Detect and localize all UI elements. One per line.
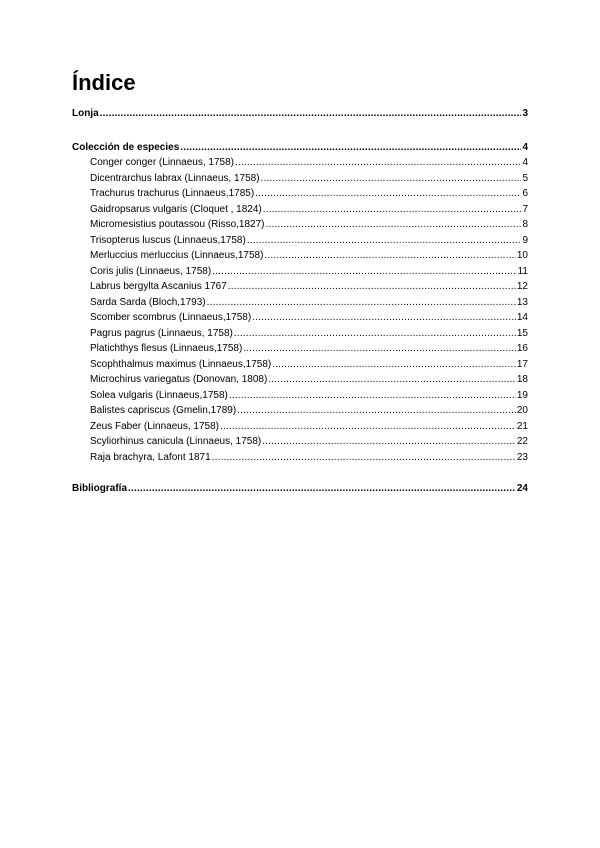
toc-page-number: 20 <box>516 405 528 416</box>
toc-page-number: 6 <box>522 188 528 199</box>
toc-entry[interactable] <box>72 341 528 357</box>
toc-page-number: 11 <box>517 265 528 277</box>
toc-page-number: 4 <box>522 141 528 153</box>
toc-page-number: 24 <box>516 483 528 494</box>
section-spacer <box>72 465 528 481</box>
toc-entry-label: Balistes capriscus (Gmelin,1789) <box>90 405 237 416</box>
toc-section-label: Bibliografía <box>72 483 128 494</box>
toc-section-lonja[interactable] <box>72 106 528 122</box>
toc-entry[interactable] <box>72 264 528 280</box>
toc-entry[interactable] <box>72 357 528 373</box>
dot-leader <box>263 202 522 218</box>
toc-entry-label: Platichthys flesus (Linnaeus,1758) <box>90 343 243 354</box>
toc-entry[interactable] <box>72 217 528 233</box>
toc-section-label: Lonja <box>72 108 99 119</box>
toc-entry-label: Micromesistius poutassou (Risso,1827) <box>90 219 265 230</box>
toc-page-number: 19 <box>516 389 528 401</box>
dot-leader <box>243 341 516 357</box>
dot-leader <box>252 310 516 326</box>
toc-entry[interactable] <box>72 295 528 311</box>
dot-leader <box>237 403 516 419</box>
toc-entry-label: Raja brachyra, Lafont 1871 <box>90 451 211 463</box>
toc-entry-list <box>72 155 528 465</box>
toc-entry-label: Scomber scombrus (Linnaeus,1758) <box>90 312 252 323</box>
dot-leader <box>247 233 522 249</box>
toc-page-number: 4 <box>522 157 528 168</box>
toc-entry-label: Solea vulgaris (Linnaeus,1758) <box>90 389 228 401</box>
dot-leader <box>234 326 516 342</box>
toc-entry[interactable] <box>72 233 528 249</box>
toc-entry[interactable] <box>72 419 528 435</box>
toc-page-number: 15 <box>516 327 528 339</box>
toc-entry-label: Scophthalmus maximus (Linnaeus,1758) <box>90 358 272 370</box>
toc-entry[interactable] <box>72 388 528 404</box>
dot-leader <box>207 295 516 311</box>
toc-entry-label: Zeus Faber (Linnaeus, 1758) <box>90 420 219 432</box>
toc-page-number: 8 <box>522 219 528 230</box>
toc-entry-label: Conger conger (Linnaeus, 1758) <box>90 157 234 168</box>
toc-entry[interactable] <box>72 171 528 187</box>
toc-page-number: 7 <box>522 203 528 215</box>
toc-section-coleccion[interactable] <box>72 140 528 156</box>
dot-leader <box>268 372 516 388</box>
toc-page-number: 14 <box>516 312 528 323</box>
toc-page-number: 13 <box>516 296 528 308</box>
toc-entry-label: Coris julis (Linnaeus, 1758) <box>90 265 212 277</box>
toc-section-label: Colección de especies <box>72 141 180 153</box>
toc-entry[interactable] <box>72 372 528 388</box>
toc-entry-label: Microchirus variegatus (Donovan, 1808) <box>90 374 268 385</box>
toc-entry-label: Scyliorhinus canicula (Linnaeus, 1758) <box>90 436 262 447</box>
toc-entry-label: Gaidropsarus vulgaris (Cloquet , 1824) <box>90 203 262 215</box>
toc-entry-label: Trisopterus luscus (Linnaeus,1758) <box>90 234 246 246</box>
toc-page-number: 9 <box>522 234 528 246</box>
dot-leader <box>220 419 516 435</box>
toc-page-number: 23 <box>516 451 528 463</box>
toc-page-number: 17 <box>516 358 528 370</box>
toc-page-number: 21 <box>516 420 528 432</box>
table-of-contents <box>72 106 528 497</box>
section-spacer <box>72 122 528 140</box>
toc-entry[interactable] <box>72 450 528 466</box>
toc-page-number: 18 <box>516 374 528 385</box>
page-title: Índice <box>72 70 136 95</box>
dot-leader <box>212 450 516 466</box>
toc-entry-label: Pagrus pagrus (Linnaeus, 1758) <box>90 327 233 339</box>
dot-leader <box>229 388 516 404</box>
toc-entry[interactable] <box>72 186 528 202</box>
dot-leader <box>235 155 521 171</box>
dot-leader <box>266 217 522 233</box>
toc-page-number: 22 <box>516 436 528 447</box>
toc-page-number: 5 <box>522 172 528 184</box>
toc-page-number: 10 <box>516 250 528 261</box>
dot-leader <box>261 171 522 187</box>
toc-entry-label: Merluccius merluccius (Linnaeus,1758) <box>90 250 264 261</box>
toc-entry[interactable] <box>72 403 528 419</box>
toc-entry-label: Sarda Sarda (Bloch,1793) <box>90 296 206 308</box>
toc-entry[interactable] <box>72 202 528 218</box>
dot-leader <box>100 106 522 122</box>
dot-leader <box>262 434 516 450</box>
toc-entry-label: Trachurus trachurus (Linnaeus,1785) <box>90 188 255 199</box>
dot-leader <box>228 279 516 295</box>
dot-leader <box>264 248 515 264</box>
toc-entry[interactable] <box>72 155 528 171</box>
toc-entry[interactable] <box>72 248 528 264</box>
toc-page-number: 12 <box>516 281 528 292</box>
toc-entry-label: Labrus bergylta Ascanius 1767 <box>90 281 227 292</box>
toc-entry-label: Dicentrarchus labrax (Linnaeus, 1758) <box>90 172 260 184</box>
toc-section-bibliografia[interactable] <box>72 481 528 497</box>
dot-leader <box>272 357 516 373</box>
toc-page-number: 16 <box>516 343 528 354</box>
toc-entry[interactable] <box>72 434 528 450</box>
dot-leader <box>255 186 521 202</box>
toc-page-number: 3 <box>522 108 528 119</box>
toc-entry[interactable] <box>72 310 528 326</box>
dot-leader <box>128 481 516 497</box>
toc-entry[interactable] <box>72 326 528 342</box>
toc-entry[interactable] <box>72 279 528 295</box>
dot-leader <box>180 140 521 156</box>
dot-leader <box>212 264 516 280</box>
